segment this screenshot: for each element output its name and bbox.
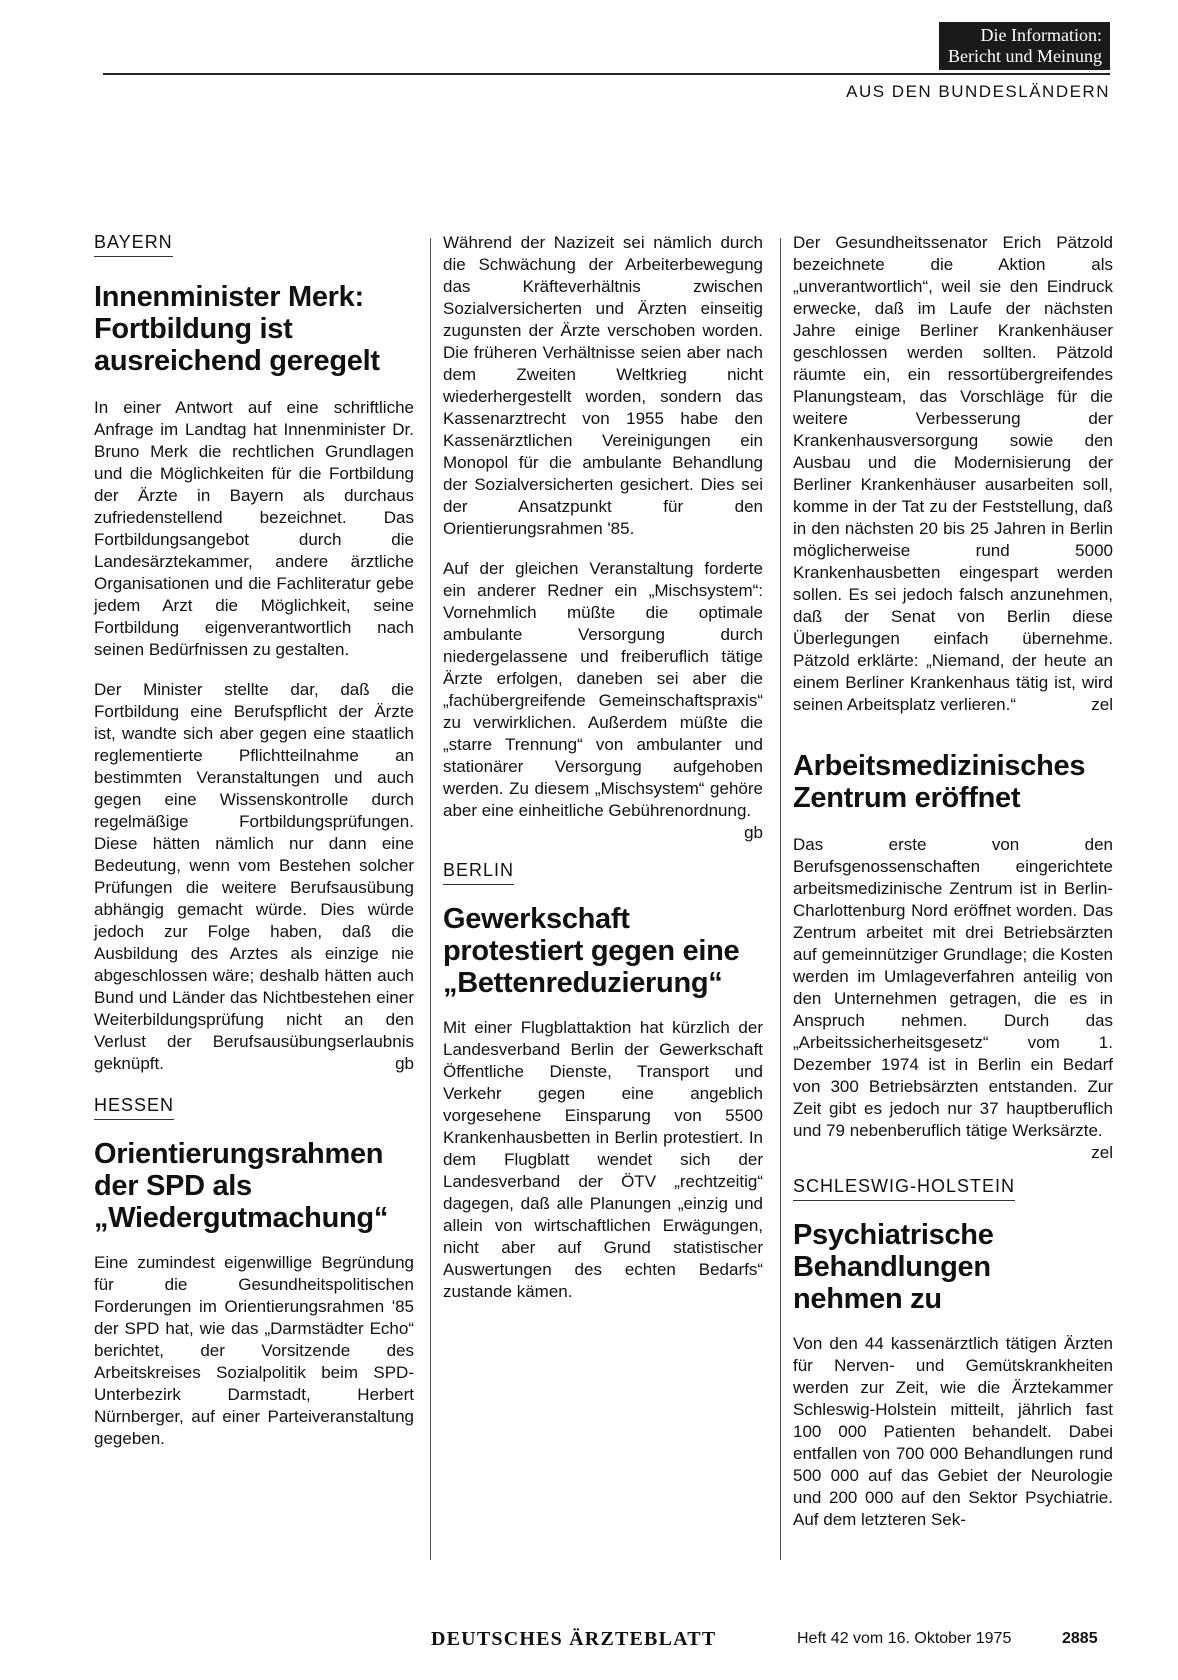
article-kicker: BERLIN [443, 860, 514, 885]
article-headline: Arbeitsmedizinisches Zentrum eröffnet [793, 750, 1086, 814]
issue-info: Heft 42 vom 16. Oktober 1975 [797, 1630, 1012, 1647]
column-2 [443, 232, 763, 1321]
article-hessen [94, 1095, 414, 1450]
column-divider-2 [780, 238, 781, 1560]
article-headline: Psychiatrische Behandlungen nehmen zu [793, 1219, 994, 1315]
column-3 [793, 232, 1113, 1549]
article-paragraph [793, 834, 1113, 1162]
article-kicker: BAYERN [94, 232, 173, 257]
author-signature: zel [1091, 1143, 1113, 1162]
article-kicker: SCHLESWIG-HOLSTEIN [793, 1176, 1015, 1201]
article-schleswig-holstein [793, 1176, 1113, 1531]
column-1 [94, 232, 414, 1468]
page-number: 2885 [1062, 1630, 1098, 1647]
article-paragraph: Während der Nazizeit sei nämlich durch die Schwächung der Arbeiterbewegung das Kräfteverhältnis zwischen Sozialversicherten und Ärzten einseitig zugunsten der Ärzte verschoben worden. Die früheren Verhältnisse seien aber nach dem Zweiten Weltkrieg nicht wiederhergestellt worden, sondern das Kassenarztrecht von 1955 habe den Kassenärztlichen Vereinigungen ein Monopol für die ambulante Behandlung der Sozialversicherten gesichert. Dies sei der Ansatzpunkt für den Orientierungsrahmen '85. [443, 233, 763, 538]
badge-line-2: Bericht und Meinung [948, 46, 1102, 66]
article-paragraph-continued [793, 232, 1113, 716]
article-paragraph-text: Der Minister stellte dar, daß die Fortbildung eine Berufspflicht der Ärzte ist, wandte sich aber gegen eine staatlich reglementierte Pflichtteilnahme an bestimmten Veranstaltungen und auch gegen eine Wissenskontrolle durch regelmäßige Fortbildungsprüfungen. Diese hätten nämlich nur dann eine Bedeutung, wenn vom Bestehen solcher Prüfungen die weitere Berufsausübung abhängig gemacht würde. Dies würde jedoch zur Folge haben, daß die Ausbildung des Arztes als einzige nie abgeschlossen wäre; deshalb hätten auch Bund und Länder das Nichtbestehen einer Weiterbildungsprüfung nicht an den Verlust der Berufsausübungserlaubnis geknüpft. [94, 680, 414, 1073]
article-paragraph [443, 558, 763, 842]
article-paragraph-text: Das erste von den Berufsgenossenschaften eingerichtete arbeitsmedizinische Zentrum ist in Berlin-Charlottenburg Nord eröffnet worden. Das Zentrum arbeitet mit drei Betriebsärzten auf gemeinnütziger Grundlage; die Kosten werden im Umlageverfahren anteilig von den Unternehmen getragen, die es in Anspruch nehmen. Durch das „Arbeitssicherheitsgesetz“ vom 1. Dezember 1974 ist in Berlin ein Bedarf von 300 Betriebsärzten entstanden. Zur Zeit gibt es jedoch nur 37 hauptberuflich und 79 nebenberuflich tätige Werksärzte. [793, 835, 1113, 1140]
top-rule [103, 73, 1110, 75]
rubric-badge [939, 22, 1110, 70]
article-bayern [94, 232, 414, 1075]
column-divider-1 [430, 238, 431, 1560]
article-berlin [443, 860, 763, 1303]
journal-name: DEUTSCHES ÄRZTEBLATT [431, 1628, 717, 1650]
article-paragraph: Mit einer Flugblattaktion hat kürzlich der Landesverband Berlin der Gewerkschaft Öffentliche Dienste, Transport und Verkehr gegen eine angeblich vorgesehene Einsparung von 5500 Krankenhausbetten in Berlin protestiert. In dem Flugblatt wendet sich der Landesverband der ÖTV „rechtzeitig“ dagegen, daß alle Planungen „einzig und allein von wirtschaftlichen Erwägungen, nicht aber auf Grund statistischer Auswertungen des echten Bedarfs“ zustande kämen. [443, 1018, 763, 1301]
article-paragraph: Eine zumindest eigenwillige Begründung für die Gesundheitspolitischen Forderungen im Orientierungsrahmen '85 der SPD hat, wie das „Darmstädter Echo“ berichtet, der Vorsitzende des Arbeitskreises Sozialpolitik beim SPD-Unterbezirk Darmstadt, Herbert Nürnberger, auf einer Parteiveranstaltung gegeben. [94, 1253, 414, 1448]
article-paragraph-text: Auf der gleichen Veranstaltung forderte ein anderer Redner ein „Mischsystem“: Vornehmlich müßte die optimale ambulante Versorgung durch niedergelassene und freiberuflich tätige Ärzte erfolgen, daneben sei aber die „fachübergreifende Gemeinschaftspraxis“ zu verwirklichen. Außerdem müßte die „starre Trennung“ von ambulanter und stationärer Versorgung aufgehoben werden. Zu diesem „Mischsystem“ gehöre aber eine einheitliche Gebührenordnung. [443, 559, 763, 820]
author-signature: gb [744, 823, 763, 842]
article-headline: Innenminister Merk: Fortbildung ist ausreichend geregelt [94, 281, 380, 377]
article-paragraph [94, 679, 414, 1075]
article-paragraph: Von den 44 kassenärztlich tätigen Ärzten für Nerven- und Gemütskrankheiten werden zur Zeit, wie die Ärztekammer Schleswig-Holstein mitteilt, jährlich fast 100 000 Patienten behandelt. Dabei entfallen von 700 000 Behandlungen rund 500 000 auf das Gebiet der Neurologie und 200 000 auf den Sektor Psychiatrie. Auf dem letzteren Sek- [793, 1334, 1113, 1529]
badge-line-1: Die Information: [980, 25, 1102, 45]
article-paragraph-text: Der Gesundheitssenator Erich Pätzold bezeichnete die Aktion als „unverantwortlich“, weil sie den Eindruck erwecke, daß im Laufe der nächsten Jahre einige Berliner Krankenhäuser geschlossen werden sollten. Pätzold räumte ein, ein ressortübergreifendes Planungsteam, das Vorschläge für die weitere Verbesserung der Krankenhausversorgung sowie den Ausbau und die Modernisierung der Berliner Krankenhäuser ausarbeiten soll, komme in der Tat zu der Feststellung, daß in den nächsten 20 bis 25 Jahren in Berlin möglicherweise rund 5000 Krankenhausbetten eingespart werden sollen. Es sei jedoch falsch anzunehmen, daß der Senat von Berlin diese Überlegungen einfach übernehme. Pätzold erklärte: „Niemand, der heute an einem Berliner Krankenhaus tätig ist, wird seinen Arbeitsplatz verlieren.“ [793, 233, 1113, 714]
article-arbeitsmedizin [793, 750, 1113, 1162]
article-headline: Gewerkschaft protestiert gegen eine „Bettenreduzierung“ [443, 903, 740, 999]
author-signature: zel [1091, 695, 1113, 714]
article-kicker: HESSEN [94, 1095, 174, 1120]
author-signature: gb [395, 1054, 414, 1073]
article-headline: Orientierungsrahmen der SPD als „Wiedergutmachung“ [94, 1138, 389, 1234]
section-heading: AUS DEN BUNDESLÄNDERN [846, 82, 1110, 101]
article-paragraph: In einer Antwort auf eine schriftliche Anfrage im Landtag hat Innenminister Dr. Bruno Merk die rechtlichen Grundlagen und die Möglichkeiten für die Fortbildung der Ärzte in Bayern als durchaus zufriedenstellend bezeichnet. Das Fortbildungsangebot durch die Landesärztekammer, andere ärztliche Organisationen und die Fachliteratur gebe jedem Arzt die Möglichkeit, seine Fortbildung eigenverantwortlich nach seinen Bedürfnissen zu gestalten. [94, 398, 414, 659]
